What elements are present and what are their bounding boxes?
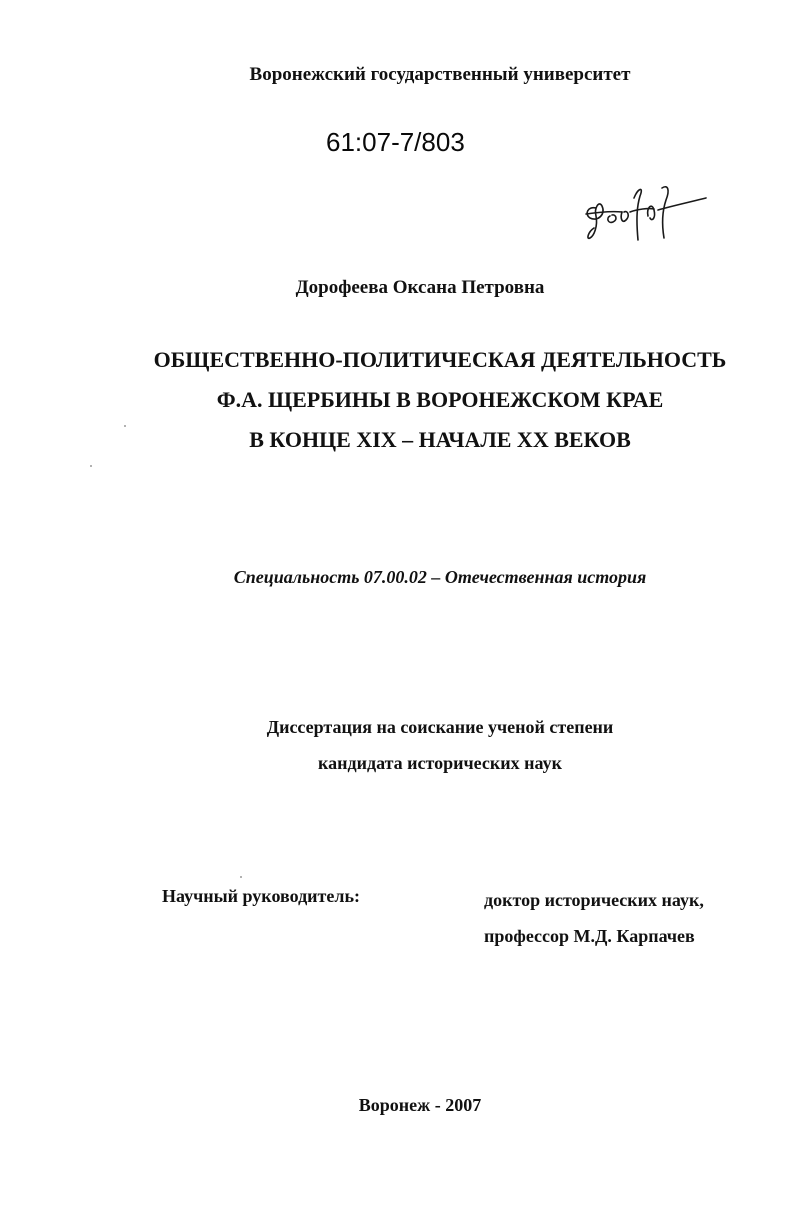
specialty: Специальность 07.00.02 – Отечественная история [233,567,647,587]
title-line: Ф.А. ЩЕРБИНЫ В ВОРОНЕЖСКОМ КРАЕ [216,387,664,412]
degree-line: кандидата исторических наук [318,753,562,773]
dissertation-title [0,340,793,460]
degree-statement [0,709,793,781]
advisor-info [484,882,704,954]
author-name: Дорофеева Оксана Петровна [295,277,545,298]
city-year: Воронеж - 2007 [358,1095,482,1115]
advisor-line: доктор исторических наук, [484,890,704,910]
scan-speck [124,425,126,427]
scan-speck [240,876,242,878]
catalog-number: 61:07-7/803 [326,127,465,157]
title-line: В КОНЦЕ XIX – НАЧАЛЕ XX ВЕКОВ [249,427,631,452]
scan-speck [90,465,92,467]
handwritten-signature [582,178,712,248]
advisor-line: профессор М.Д. Карпачев [484,926,695,946]
title-line: ОБЩЕСТВЕННО-ПОЛИТИЧЕСКАЯ ДЕЯТЕЛЬНОСТЬ [153,347,727,372]
advisor-label: Научный руководитель: [162,886,360,906]
degree-line: Диссертация на соискание ученой степени [266,717,614,737]
university-name: Воронежский государственный университет [249,64,631,85]
